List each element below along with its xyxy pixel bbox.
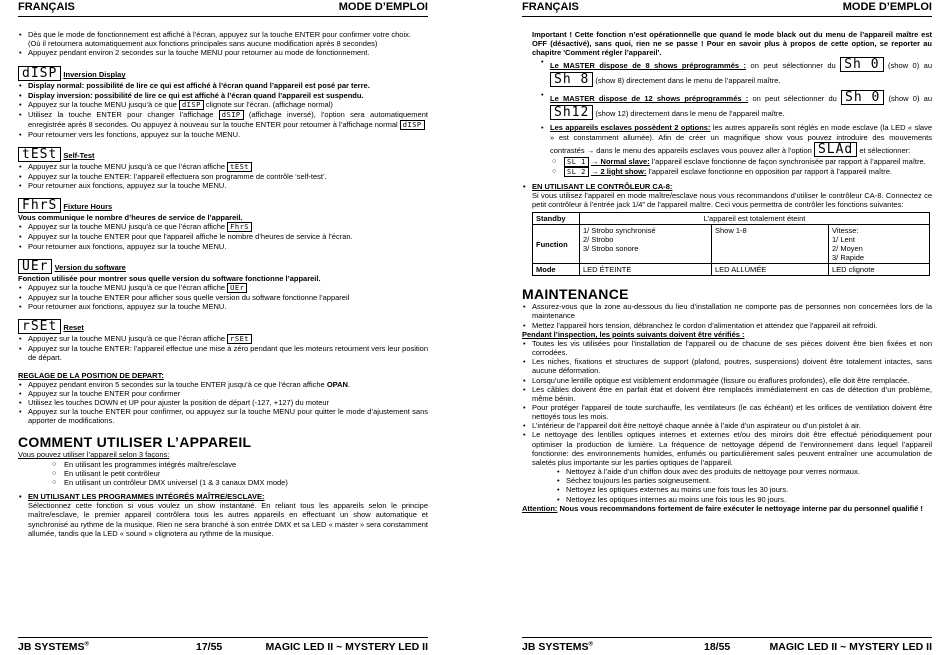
list-item: • EN UTILISANT LE CONTRÔLEUR CA-8: (532, 182, 932, 191)
lcd-display: tESt (227, 162, 252, 172)
list-item: • Pour protéger l’appareil de toute surchauffe, les ventilateurs (le cas échéant) et les orifices de ventilation doivent être nettoyés tous les mois. (532, 403, 932, 421)
lcd-display: rSEt (18, 319, 61, 334)
list-item: ○ SL 1 → Normal slave: l’appareil esclave fonctionne de façon synchronisée par rapport à l’appareil maître. (564, 157, 932, 167)
list-item: • Appuyez sur la touche MENU jusqu’à ce que dISP clignote sur l’écran. (affichage normal) (28, 100, 428, 110)
list-item: ○ En utilisant les programmes intégrés maître/esclave (64, 460, 428, 469)
lcd-display: Sh12 (550, 105, 593, 120)
list-item: • Utilisez les touches DOWN et UP pour ajuster la position de départ (-127, +127) du moteur (28, 398, 428, 407)
list-item: • Nettoyez les optiques internes au moins une fois tous les 90 jours. (566, 495, 932, 504)
list-item: ○ En utilisant le petit contrôleur (64, 469, 428, 478)
list-item: • Nettoyez les optiques externes au moins une fois tous les 30 jours. (566, 485, 932, 494)
footer-brand: JB SYSTEMS® (18, 641, 89, 653)
section-title: Inversion Display (63, 70, 126, 80)
list-item: • Dès que le mode de fonctionnement est affiché à l’écran, appuyez sur la touche ENTER pour confirmer votre choix. (Où il retournera automatiquement aux fonctions principales sans aucune modification après 8 secondes) (28, 30, 428, 48)
table-row (533, 225, 930, 264)
list-item: • Appuyez sur la touche ENTER pour confirmer, ou appuyez sur la touche MENU pour quitter le mode d’ajustement sans apporter de modifications. (28, 407, 428, 425)
page-right (522, 0, 932, 654)
section-title: Self-Test (63, 150, 95, 160)
list-item: • Toutes les vis utilisées pour l’installation de l’appareil ou de chacune de ses pièces doivent être bien fixées et non corrodées. (532, 339, 932, 357)
lcd-display: SL 2 (564, 167, 589, 177)
page-number: 17/55 (196, 641, 223, 653)
list-item: • Nettoyez à l’aide d’un chiffon doux avec des produits de nettoyage pour verres normaux. (566, 467, 932, 476)
list-item: • Séchez toujours les parties soigneusement. (566, 476, 932, 485)
list-item: • Appuyez sur la touche MENU jusqu’à ce que l’écran affiche tESt (28, 162, 428, 172)
important-note: Important ! Cette fonction n’est opérationnelle que quand le mode black out du menu de l’appareil maître est OFF (désactivé), sans quoi, rien ne se passe ! Pour en savoir plus à propos de cette option, se reporter au chapitre 'Comment régler l’appareil'. (532, 30, 932, 58)
section-title: Fixture Hours (63, 202, 113, 212)
list-item: • Pour retourner aux fonctions, appuyez sur la touche MENU. (28, 302, 428, 311)
section-start-position (18, 371, 428, 426)
lcd-display: dISP (18, 66, 61, 81)
footer-model: MAGIC LED II ~ MYSTERY LED II (265, 641, 428, 653)
page-body (18, 30, 428, 538)
page-header (18, 0, 428, 17)
list-item: • Le nettoyage des lentilles optiques internes et externes et/ou des miroirs doit être effectué périodiquement pour optimiser la production de lumière. La fréquence de nettoyage dépend de l’environnement dans lequel l’appareil fonctionne: des environnements humides, enfumés ou particulièrement sales peuvent entraîner une accumulation de saletés plus importante sur les parties optiques de l’appareil. (532, 430, 932, 467)
table-cell: Function (533, 225, 580, 264)
lcd-display: FhrS (227, 222, 252, 232)
paragraph: Si vous utilisez l’appareil en mode maître/esclave nous vous recommandons d’utiliser le contrôleur CA-8. Connectez ce petit contrôleur à l’entrée jack 1/4” de l’appareil maître. Ceci vous permettra de contrôler les fonctions suivantes: (532, 190, 932, 210)
lcd-display: UEr (18, 259, 52, 274)
table-cell: Standby (533, 213, 580, 225)
list-item: • Appuyez sur la touche MENU jusqu’à ce que l’écran affiche FhrS (28, 222, 428, 232)
list-item: • Le MASTER dispose de 8 shows préprogrammés : on peut sélectionner du Sh 0 (show 0) au Sh 8 (show 8) directement dans le menu de l’appareil maître. (550, 57, 932, 87)
chapter-heading: MAINTENANCE (522, 286, 629, 303)
lcd-display: Sh 0 (840, 57, 883, 72)
list-item: • Appuyez pendant environ 5 secondes sur la touche ENTER jusqu’à ce que l’écran affiche OPAN. (28, 380, 428, 389)
list-item: • Appuyez sur la touche ENTER pour afficher sous quelle version du software fonctionne l’appareil (28, 293, 428, 302)
section-subtitle: Pendant l’inspection, les points suivants doivent être vérifiés : (522, 329, 745, 339)
lcd-display: FhrS (18, 198, 61, 213)
section-subtitle: Vous pouvez utiliser l’appareil selon 3 façons: (18, 450, 170, 460)
page-footer (18, 637, 428, 655)
section-reset (18, 319, 428, 362)
footer-brand: JB SYSTEMS® (522, 641, 593, 653)
list-item: • Lorsqu’une lentille optique est visiblement endommagée (fissure ou éraflures profondes), elle doit être remplacée. (532, 376, 932, 385)
list-item: ○ SL 2 → 2 light show: l’appareil esclave fonctionne en opposition par rapport à l’appareil maître. (564, 167, 932, 177)
lcd-display: rSEt (227, 334, 252, 344)
section-how-to-use (18, 434, 428, 537)
header-title: MODE D’EMPLOI (842, 1, 932, 13)
section-selftest (18, 147, 428, 190)
list-item: • Appuyez pendant environ 2 secondes sur la touche MENU pour retourner au mode de fonctionnement. (28, 48, 428, 57)
controller-table (532, 212, 930, 276)
section-fixture-hours (18, 198, 428, 250)
table-row (533, 213, 930, 225)
page-footer (522, 637, 932, 655)
list-item: • Appuyez sur la touche ENTER pour que l’appareil affiche le nombre d’heures de service à l’écran. (28, 232, 428, 241)
paragraph: Sélectionnez cette fonction si vous voulez un show instantané. En reliant tous les appareils selon le principe maître/esclave, le premier appareil contrôlera tous les autres appareils en effectuant un show automatique et synchronisé au rythme de la musique. Rien ne sera branché à son entrée DMX et sa LED « master » sera constamment allumée, tandis que la LED « sound » clignotera au rythme de la musique. (28, 501, 428, 538)
list-item: • Les niches, fixations et structures de support (plafond, poutres, suspensions) doivent être totalement intactes, sans aucune déformation. (532, 357, 932, 375)
section-title: REGLAGE DE LA POSITION DE DEPART: (18, 370, 164, 380)
lcd-display: SL 1 (564, 157, 589, 167)
table-row (533, 264, 930, 276)
list-item: • Appuyez sur la touche ENTER: l’appareil effectue une mise à zéro pendant que les moteurs retournent vers leur position de départ. (28, 344, 428, 362)
page-left (18, 0, 428, 654)
lcd-display: dSIP (219, 110, 244, 120)
header-language: FRANÇAIS (522, 1, 579, 13)
list-item: • Appuyez sur la touche MENU jusqu’à ce que l’écran affiche UEr (28, 283, 428, 293)
table-cell: L’appareil est totalement éteint (580, 213, 930, 225)
lcd-display: UEr (227, 283, 247, 293)
table-cell: Vitesse: 1/ Lent 2/ Moyen 3/ Rapide (829, 225, 930, 264)
list-item: • L’intérieur de l’appareil doit être nettoyé chaque année à l’aide d’un aspirateur ou d’un pistolet à air. (532, 421, 932, 430)
section-maintenance (522, 286, 932, 513)
table-cell: Show 1-8 (712, 225, 829, 264)
lcd-display: Sh 8 (550, 72, 593, 87)
table-cell: LED ALLUMÉE (712, 264, 829, 276)
section-title: Reset (63, 323, 84, 333)
page-number: 18/55 (704, 641, 731, 653)
lcd-display: dISP (179, 100, 204, 110)
list-item: • Display normal: possibilité de lire ce qui est affiché à l’écran quand l’appareil est posé par terre. (28, 81, 428, 90)
table-cell: LED clignote (829, 264, 930, 276)
list-item: • Le MASTER dispose de 12 shows préprogrammés : on peut sélectionner du Sh 0 (show 0) au Sh12 (show 12) directement dans le menu de l’appareil maître. (550, 90, 932, 120)
section-title: Version du software (54, 262, 126, 272)
list-item: • Assurez-vous que la zone au-dessous du lieu d’installation ne comporte pas de personnes non concernées lors de la maintenance (532, 302, 932, 320)
table-cell: LED ÉTEINTE (580, 264, 712, 276)
section-inversion (18, 66, 428, 138)
attention-note: Attention: Nous vous recommandons fortement de faire exécuter le nettoyage interne par du personnel qualifié ! (522, 503, 923, 513)
lcd-display: dISP (400, 120, 425, 130)
chapter-heading: COMMENT UTILISER L’APPAREIL (18, 434, 252, 451)
header-title: MODE D’EMPLOI (338, 1, 428, 13)
list-item: ○ En utilisant un contrôleur DMX universel (1 & 3 canaux DMX mode) (64, 478, 428, 487)
list-item: • Appuyez sur la touche ENTER: l’appareil effectuera son programme de contrôle ‘self-test’. (28, 172, 428, 181)
list-item: • EN UTILISANT LES PROGRAMMES INTÉGRÉS MAÎTRE/ESCLAVE: (28, 492, 428, 501)
lcd-display: SLAd (814, 142, 857, 157)
list-item: • Pour retourner vers les fonctions, appuyez sur la touche MENU. (28, 130, 428, 139)
lcd-display: tESt (18, 147, 61, 162)
list-item: • Appuyez sur la touche MENU jusqu’à ce que l’écran affiche rSEt (28, 334, 428, 344)
list-item: • Display inversion: possibilité de lire ce qui est affiché à l’écran quand l’appareil est suspendu. (28, 91, 428, 100)
page-header (522, 0, 932, 17)
table-cell: Mode (533, 264, 580, 276)
list-item: • Les câbles doivent être en parfait état et doivent être remplacés immédiatement en cas de détection d’un problème, même bénin. (532, 385, 932, 403)
list-item: • Mettez l’appareil hors tension, débranchez le cordon d’alimentation et attendez que l’appareil ait refroidi. (532, 321, 932, 330)
section-version (18, 259, 428, 311)
list-item: • Pour retourner aux fonctions, appuyez sur la touche MENU. (28, 181, 428, 190)
section-lead: Vous communique le nombre d’heures de service de l’appareil. (18, 213, 243, 223)
page-body (522, 30, 932, 513)
list-item: • Utilisez la touche ENTER pour changer l’affichage dSIP (affichage inversé), l’option sera automatiquement enregistrée après 8 secondes. Ou appuyez à nouveau sur la touche ENTER pour retourner à l’affichage normal dISP (28, 110, 428, 130)
list-item: • Appuyez sur la touche ENTER pour confirmer (28, 389, 428, 398)
list-item: • Pour retourner aux fonctions, appuyez sur la touche MENU. (28, 242, 428, 251)
header-language: FRANÇAIS (18, 1, 75, 13)
table-cell: 1/ Strobo synchronisé 2/ Strobo 3/ Strobo sonore (580, 225, 712, 264)
footer-model: MAGIC LED II ~ MYSTERY LED II (769, 641, 932, 653)
list-item: • Les appareils esclaves possèdent 2 options: les autres appareils sont réglés en mode esclave (la LED « slave » est constamment allumée). Afin de créer un magnifique show vous pouvez introduire des mouvements contrastés → dans le menu des appareils esclaves vous pouvez aller à l’option SLAd et sélectionner: (550, 123, 932, 156)
section-lead: Fonction utilisée pour montrer sous quelle version du software fonctionne l’appareil. (18, 273, 321, 283)
lcd-display: Sh 0 (841, 90, 884, 105)
